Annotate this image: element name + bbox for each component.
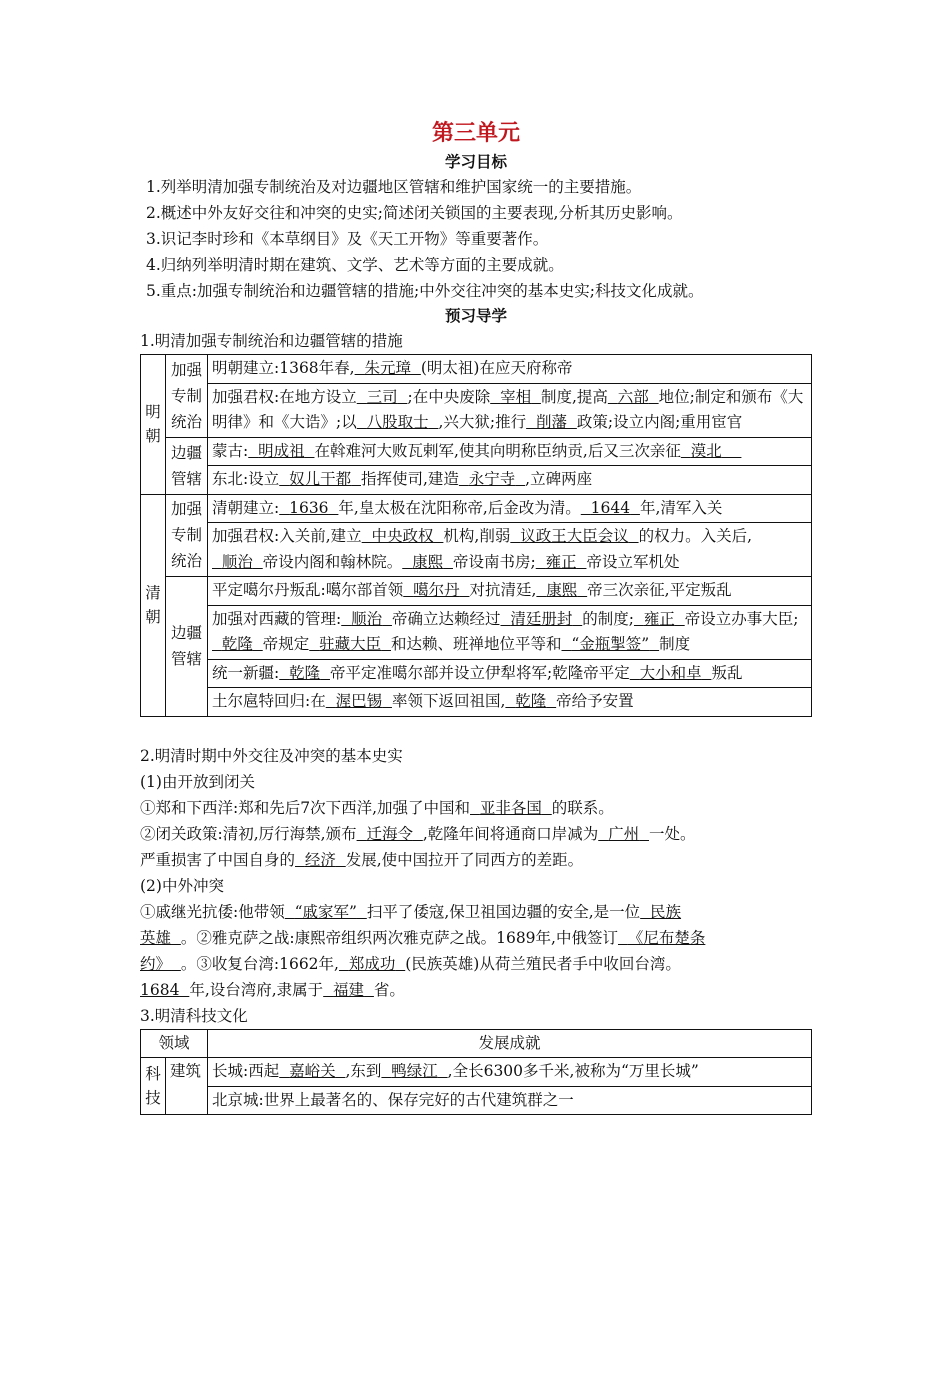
worksheet-page <box>140 118 812 1115</box>
objective-item: 4.归纳列举明清时期在建筑、文学、艺术等方面的主要成就。 <box>146 256 564 274</box>
table-cell: 东北:设立 奴儿干都 指挥使司,建造 永宁寺 ,立碑两座 <box>208 466 812 495</box>
header-achievement: 发展成就 <box>208 1029 812 1058</box>
table-row <box>141 1058 812 1087</box>
dynasty-cell-ming: 明朝 <box>141 355 166 495</box>
table-row <box>141 355 812 384</box>
table-row <box>141 605 812 659</box>
section1-title: 1.明清加强专制统治和边疆管辖的措施 <box>140 332 403 350</box>
table-cell: 加强对西藏的管理: 顺治 帝确立达赖经过 清廷册封 的制度; 雍正 帝设立办事大臣; 乾隆 帝规定 驻藏大臣 和达赖、班禅地位平等和 “金瓶掣签” 制度 <box>208 605 812 659</box>
table-row <box>141 494 812 523</box>
preview-heading: 预习导学 <box>444 307 507 325</box>
table-row <box>141 383 812 437</box>
table-cell: 加强君权:入关前,建立 中央政权 机构,削弱 议政王大臣会议 的权力。入关后, 顺治 帝设内阁和翰林院。 康熙 帝设南书房; 雍正 帝设立军机处 <box>208 523 812 577</box>
ming-qing-measures-table <box>140 354 812 717</box>
header-field: 领域 <box>141 1029 208 1058</box>
table-cell: 土尔扈特回归:在 渥巴锡 率领下返回祖国, 乾隆 帝给予安置 <box>208 688 812 717</box>
paragraph-line: 英雄 。②雅克萨之战:康熙帝组织两次雅克萨之战。1689年,中俄签订 《尼布楚条 <box>140 928 706 947</box>
category-cell-border: 边疆管辖 <box>166 437 208 494</box>
objectives-heading: 学习目标 <box>444 153 507 171</box>
table-cell: 明朝建立:1368年春, 朱元璋 (明太祖)在应天府称帝 <box>208 355 812 384</box>
tech-culture-table <box>140 1029 812 1116</box>
table-row <box>141 523 812 577</box>
objective-item: 2.概述中外友好交往和冲突的史实;简述闭关锁国的主要表现,分析其历史影响。 <box>146 204 683 222</box>
subsection-title: (1)由开放到闭关 <box>140 772 255 791</box>
objective-item: 3.识记李时珍和《本草纲目》及《天工开物》等重要著作。 <box>146 230 549 248</box>
dynasty-cell-qing: 清朝 <box>141 494 166 716</box>
unit-title: 第三单元 <box>431 121 520 146</box>
table-cell: 清朝建立: 1636 年,皇太极在沈阳称帝,后金改为清。 1644 年,清军入关 <box>208 494 812 523</box>
section2-title: 2.明清时期中外交往及冲突的基本史实 <box>140 746 403 765</box>
table-row <box>141 659 812 688</box>
category-cell-autocracy: 加强专制统治 <box>166 355 208 438</box>
table-cell: 加强君权:在地方设立 三司 ;在中央废除 宰相 制度,提高 六部 地位;制定和颁布《大明律》和《大诰》;以 八股取士 ,兴大狱;推行 削藩 政策;设立内阁;重用宦官 <box>208 383 812 437</box>
table-row <box>141 1029 812 1058</box>
paragraph-line: 严重损害了中国自身的 经济 发展,使中国拉开了同西方的差距。 <box>140 850 584 869</box>
paragraph-line: ①戚继光抗倭:他带领 “戚家军” 扫平了倭寇,保卫祖国边疆的安全,是一位 民族 <box>140 902 682 921</box>
field-cell-jianzhu: 建筑 <box>166 1058 208 1115</box>
table-row <box>141 1086 812 1115</box>
table-cell: 长城:西起 嘉峪关 ,东到 鸭绿江 ,全长6300多千米,被称为“万里长城” <box>208 1058 812 1087</box>
paragraph-line: ②闭关政策:清初,厉行海禁,颁布 迁海令 ,乾隆年间将通商口岸减为 广州 一处。 <box>140 824 696 843</box>
section3-title: 3.明清科技文化 <box>140 1006 248 1025</box>
category-cell-autocracy: 加强专制统治 <box>166 494 208 577</box>
table-cell: 平定噶尔丹叛乱:噶尔部首领 噶尔丹 对抗清廷, 康熙 帝三次亲征,平定叛乱 <box>208 577 812 606</box>
table-row <box>141 437 812 466</box>
table-row <box>141 577 812 606</box>
objective-item: 1.列举明清加强专制统治及对边疆地区管辖和维护国家统一的主要措施。 <box>146 178 642 196</box>
paragraph-line: 1684 年,设台湾府,隶属于 福建 省。 <box>140 980 405 999</box>
table-row <box>141 466 812 495</box>
paragraph-line: 约》 。③收复台湾:1662年, 郑成功 (民族英雄)从荷兰殖民者手中收回台湾。 <box>140 954 681 973</box>
field-cell-keji: 科技 <box>141 1058 166 1115</box>
paragraph-line: ①郑和下西洋:郑和先后7次下西洋,加强了中国和 亚非各国 的联系。 <box>140 798 614 817</box>
table-cell: 蒙古: 明成祖 在斡难河大败瓦剌军,使其向明称臣纳贡,后又三次亲征 漠北 <box>208 437 812 466</box>
table-row <box>141 688 812 717</box>
table-cell: 统一新疆: 乾隆 帝平定准噶尔部并设立伊犁将军;乾隆帝平定 大小和卓 叛乱 <box>208 659 812 688</box>
category-cell-border: 边疆管辖 <box>166 577 208 717</box>
subsection-title: (2)中外冲突 <box>140 876 224 895</box>
objective-item: 5.重点:加强专制统治和边疆管辖的措施;中外交往冲突的基本史实;科技文化成就。 <box>146 282 704 300</box>
table-cell: 北京城:世界上最著名的、保存完好的古代建筑群之一 <box>208 1086 812 1115</box>
